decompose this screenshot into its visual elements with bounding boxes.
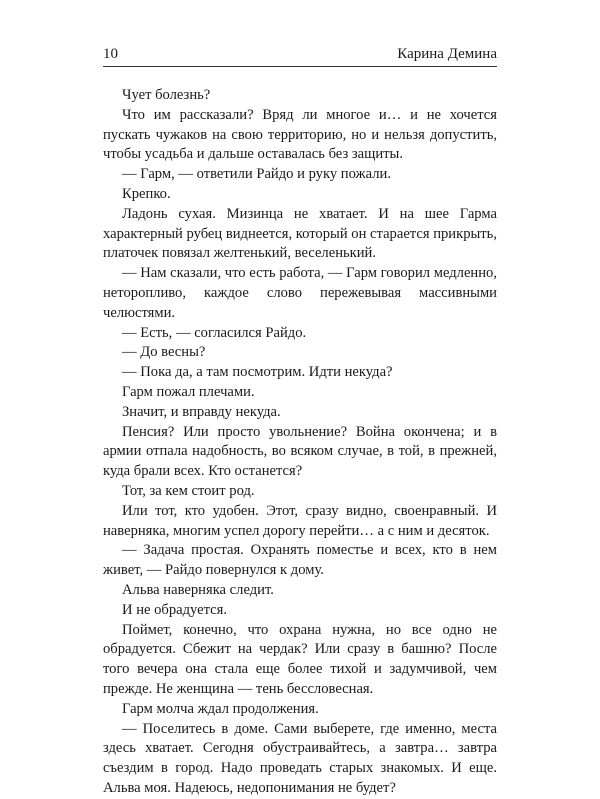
paragraph: — Пока да, а там посмотрим. Идти некуда? [122, 364, 393, 381]
paragraph: Гарм пожал плечами. [122, 383, 255, 400]
paragraph: Ладонь сухая. Мизинца не хватает. И на шее Гарма характерный рубец виднеется, который он старается прикрыть, платочек повязал желтенький, веселенький. [103, 205, 497, 262]
paragraph: — Поселитесь в доме. Сами выберете, где именно, места здесь хватает. Сегодня обустраивайтесь, а завтра… завтра съездим в город. Надо проведать старых знакомых. И еще. Альва моя. Надеюсь, недопонимания не будет? [103, 720, 497, 796]
paragraph: Чует болезнь? [122, 87, 211, 103]
paragraph: Гарм молча ждал продолжения. [122, 700, 319, 717]
paragraph: — Нам сказали, что есть работа, — Гарм говорил медленно, неторопливо, каждое слово пережевывая массивными челюстями. [103, 265, 497, 321]
paragraph: Пенсия? Или просто увольнение? Война окончена; и в армии отпала надобность, во всяком случае, в той, в прежней, куда брали всех. Кто останется? [103, 423, 497, 480]
paragraph: Значит, и вправду некуда. [122, 403, 281, 420]
paragraph: — Гарм, — ответили Райдо и руку пожали. [122, 166, 391, 183]
paragraph: Что им рассказали? Вряд ли многое и… и не хочется пускать чужаков на свою территорию, но и нельзя допустить, чтобы усадьба и дальше оставалась без защиты. [103, 106, 497, 163]
running-header [103, 44, 497, 67]
paragraph: Тот, за кем стоит род. [122, 482, 255, 499]
paragraph: И не обрадуется. [122, 601, 228, 618]
paragraph: — Есть, — согласился Райдо. [122, 324, 307, 341]
page-number: 10 [103, 46, 118, 62]
paragraph: Крепко. [122, 185, 171, 202]
paragraph: — До весны? [122, 344, 206, 361]
paragraph: Поймет, конечно, что охрана нужна, но все одно не обрадуется. Сбежит на чердак? Или сразу в башню? После того вечера она стала еще более тихой и задумчивой, чем прежде. Не женщина — тень бессловесная. [103, 621, 497, 697]
paragraph: Или тот, кто удобен. Этот, сразу видно, своенравный. И наверняка, многим успел дорогу перейти… а с ним и десяток. [103, 502, 497, 539]
paragraph: — Задача простая. Охранять поместье и всех, кто в нем живет, — Райдо повернулся к дому. [103, 542, 497, 579]
body-text [103, 86, 497, 799]
paragraph: Альва наверняка следит. [122, 581, 274, 598]
author-name: Карина Демина [397, 46, 497, 62]
